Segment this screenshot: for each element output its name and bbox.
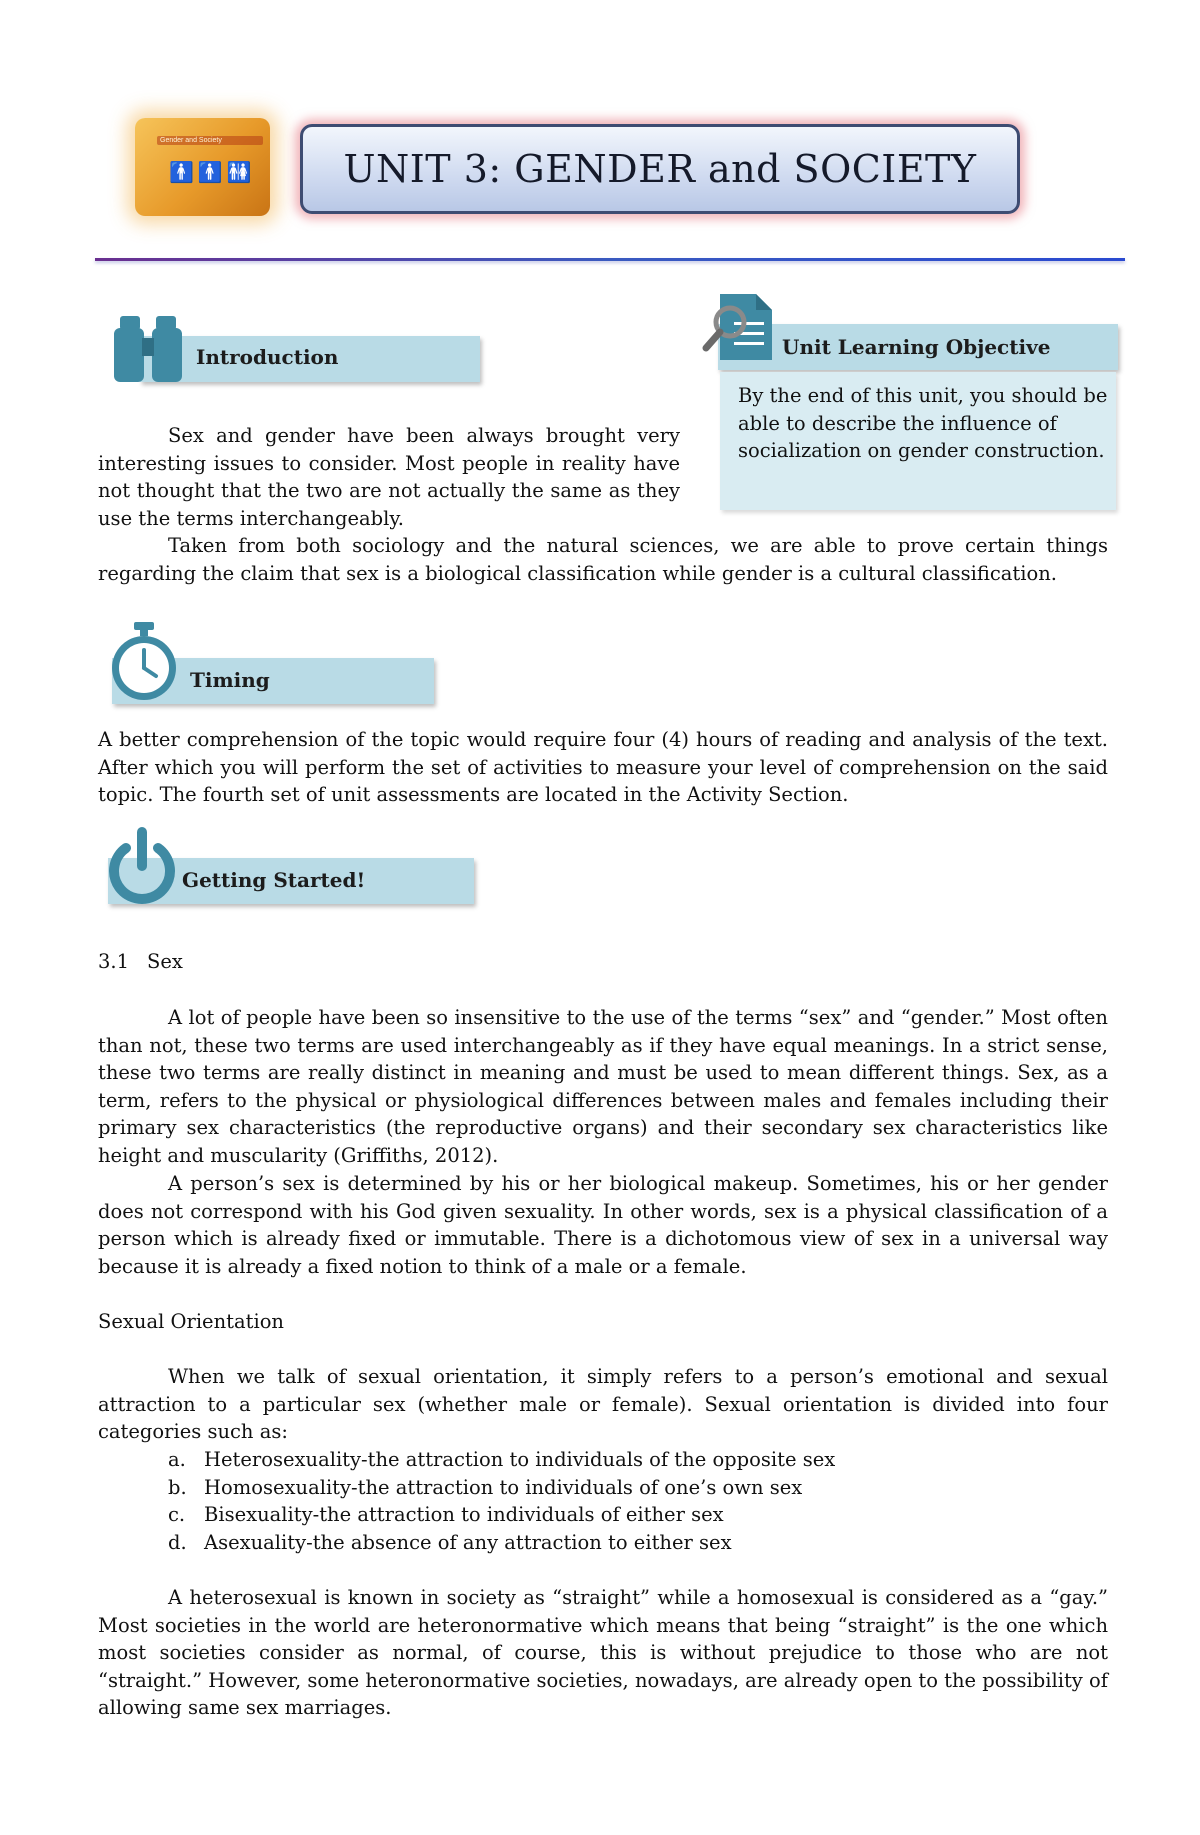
power-icon — [104, 826, 180, 906]
people-icon: 🚹🚹🚻 — [169, 160, 256, 184]
sex-paragraph-2: A person’s sex is determined by his or her biological makeup. Sometimes, his or her gender does not correspond with his God given sexuality. In other words, sex is a physical classification of a person which is already fixed or immutable. There is a dichotomous view of sex in a universal way because it is already a fixed notion to think of a male or a female. — [98, 1172, 1108, 1278]
timing-paragraph: A better comprehension of the topic would require four (4) hours of reading and analysis of the text. After which you will perform the set of activities to measure your level of comprehension on the said topic. The fourth set of unit assessments are located in the Activity Section. — [98, 728, 1108, 806]
header-divider — [95, 258, 1125, 261]
list-item: c. Bisexuality-the attraction to individuals of either sex — [168, 1503, 724, 1526]
introduction-paragraph-2: Taken from both sociology and the natural sciences, we are able to prove certain things regarding the claim that sex is a biological classification while gender is a cultural classification. — [98, 534, 1108, 585]
section-number: 3.1 — [98, 950, 130, 973]
list-item: d. Asexuality-the absence of any attraction to either sex — [168, 1530, 732, 1554]
document-search-icon — [700, 292, 780, 364]
objective-label: Unit Learning Objective — [782, 335, 1051, 359]
introduction-paragraph-1: Sex and gender have been always brought very interesting issues to consider. Most people in reality have not thought that the two are not actually the same as they use the terms interchangeably. — [98, 424, 680, 530]
list-item: b. Homosexuality-the attraction to individuals of one’s own sex — [168, 1475, 803, 1499]
stopwatch-icon — [108, 622, 180, 704]
logo-caption: Gender and Society — [157, 136, 263, 145]
getting-started-label: Getting Started! — [182, 868, 366, 892]
objective-text: By the end of this unit, you should be able to describe the influence of socialization on gender construction. — [738, 384, 1108, 462]
orientation-heading: Sexual Orientation — [98, 1310, 284, 1333]
binoculars-icon — [110, 312, 188, 384]
sex-paragraph-1: A lot of people have been so insensitive to the use of the terms “sex” and “gender.” Most often than not, these two terms are used interchangeably as if they have equal meanings. In a strict sense, these two terms are really distinct in meaning and must be used to mean different things. Sex, as a term, refers to the physical or physiological differences between males and females including their primary sex characteristics (the reproductive organs) and their secondary sex characteristics like height and muscularity (Griffiths, 2012). — [98, 1006, 1108, 1167]
orientation-list — [168, 1446, 1068, 1556]
section-3-1-heading — [98, 948, 183, 976]
timing-label: Timing — [190, 668, 270, 692]
list-item: a. Heterosexuality-the attraction to individuals of the opposite sex — [168, 1448, 836, 1471]
unit-logo — [135, 118, 270, 216]
introduction-label: Introduction — [196, 345, 339, 369]
page-title: UNIT 3: GENDER and SOCIETY — [343, 147, 977, 191]
section-heading: Sex — [147, 950, 183, 973]
orientation-paragraph-2: A heterosexual is known in society as “straight” while a homosexual is considered as a “gay.” Most societies in the world are heteronormative which means that being “straight” is the one which most societies consider as normal, of course, this is without prejudice to those who are not “straight.” However, some heteronormative societies, nowadays, are already open to the possibility of allowing same sex marriages. — [98, 1586, 1108, 1719]
unit-title-banner — [300, 124, 1020, 214]
orientation-paragraph-1: When we talk of sexual orientation, it simply refers to a person’s emotional and sexual attraction to a particular sex (whether male or female). Sexual orientation is divided into four categories such as: — [98, 1365, 1108, 1443]
